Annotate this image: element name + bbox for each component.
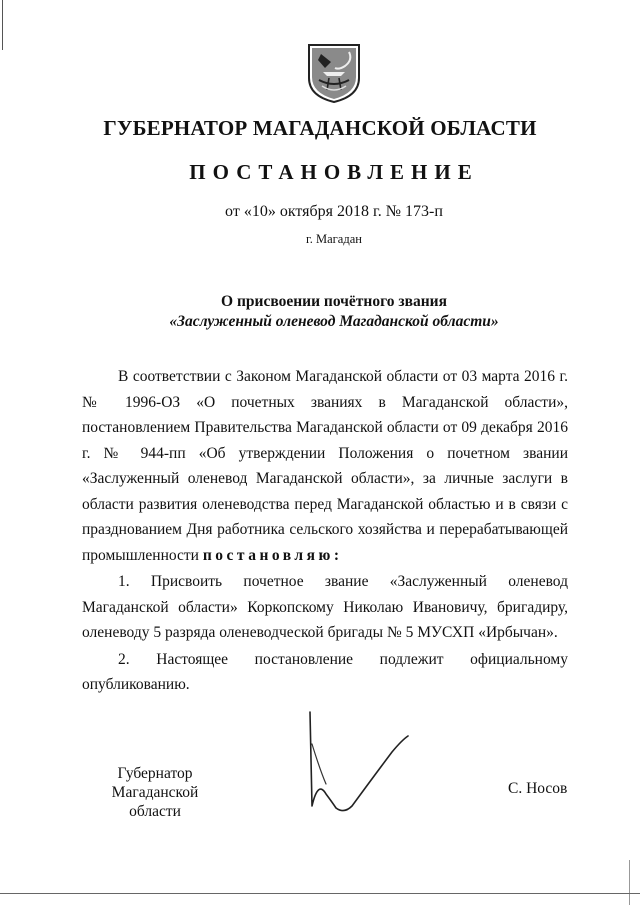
subject-line-1: О присвоении почётного звания: [221, 293, 447, 310]
document-title: ГУБЕРНАТОР МАГАДАНСКОЙ ОБЛАСТИ: [103, 116, 537, 140]
signatory-role-line-1: Губернатор: [117, 765, 193, 782]
decree-word: постановляю:: [202, 546, 343, 564]
signatory-role: [84, 764, 226, 821]
document-body: [82, 364, 568, 698]
signatory-name: С. Носов: [508, 780, 568, 797]
scan-edge-line: [629, 860, 630, 905]
preamble-text: В соответствии с Законом Магаданской области от 03 марта 2016 г. № 1996-ОЗ «О почетных званиях в Магаданской области», постановлением Правительства Магаданской области от 09 декабря 2016 г. № 944-пп «Об утверждении Положения о почетном звании «Заслуженный оленевод Магаданской области», за личные заслуги в области развития оленеводства перед Магаданской областью и в связи с празднованием Дня работника сельского хозяйства и перерабатывающей промышленности: [82, 368, 568, 564]
subject-line-2: «Заслуженный оленевод Магаданской области»: [169, 313, 499, 330]
document-city: г. Магадан: [306, 232, 362, 246]
decree-item-1: 1. Присвоить почетное звание «Заслуженный оленевод Магаданской области» Коркопскому Николаю Ивановичу, бригадиру, оленеводу 5 разряда оленеводческой бригады № 5 МУСХП «Ирбычан».: [82, 573, 568, 641]
preamble-paragraph: [82, 364, 568, 568]
decree-item-2: 2. Настоящее постановление подлежит официальному опубликованию.: [82, 650, 568, 693]
document-subject: [0, 292, 640, 332]
document-type: ПОСТАНОВЛЕНИЕ: [189, 160, 479, 184]
document-date-number: от «10» октября 2018 г. № 173-п: [225, 203, 443, 220]
scan-edge-line: [2, 0, 3, 50]
handwritten-signature: [296, 710, 414, 820]
signatory-role-line-2: Магаданской области: [111, 784, 199, 820]
scan-bottom-line: [0, 893, 640, 894]
coat-of-arms-icon: [305, 42, 363, 104]
